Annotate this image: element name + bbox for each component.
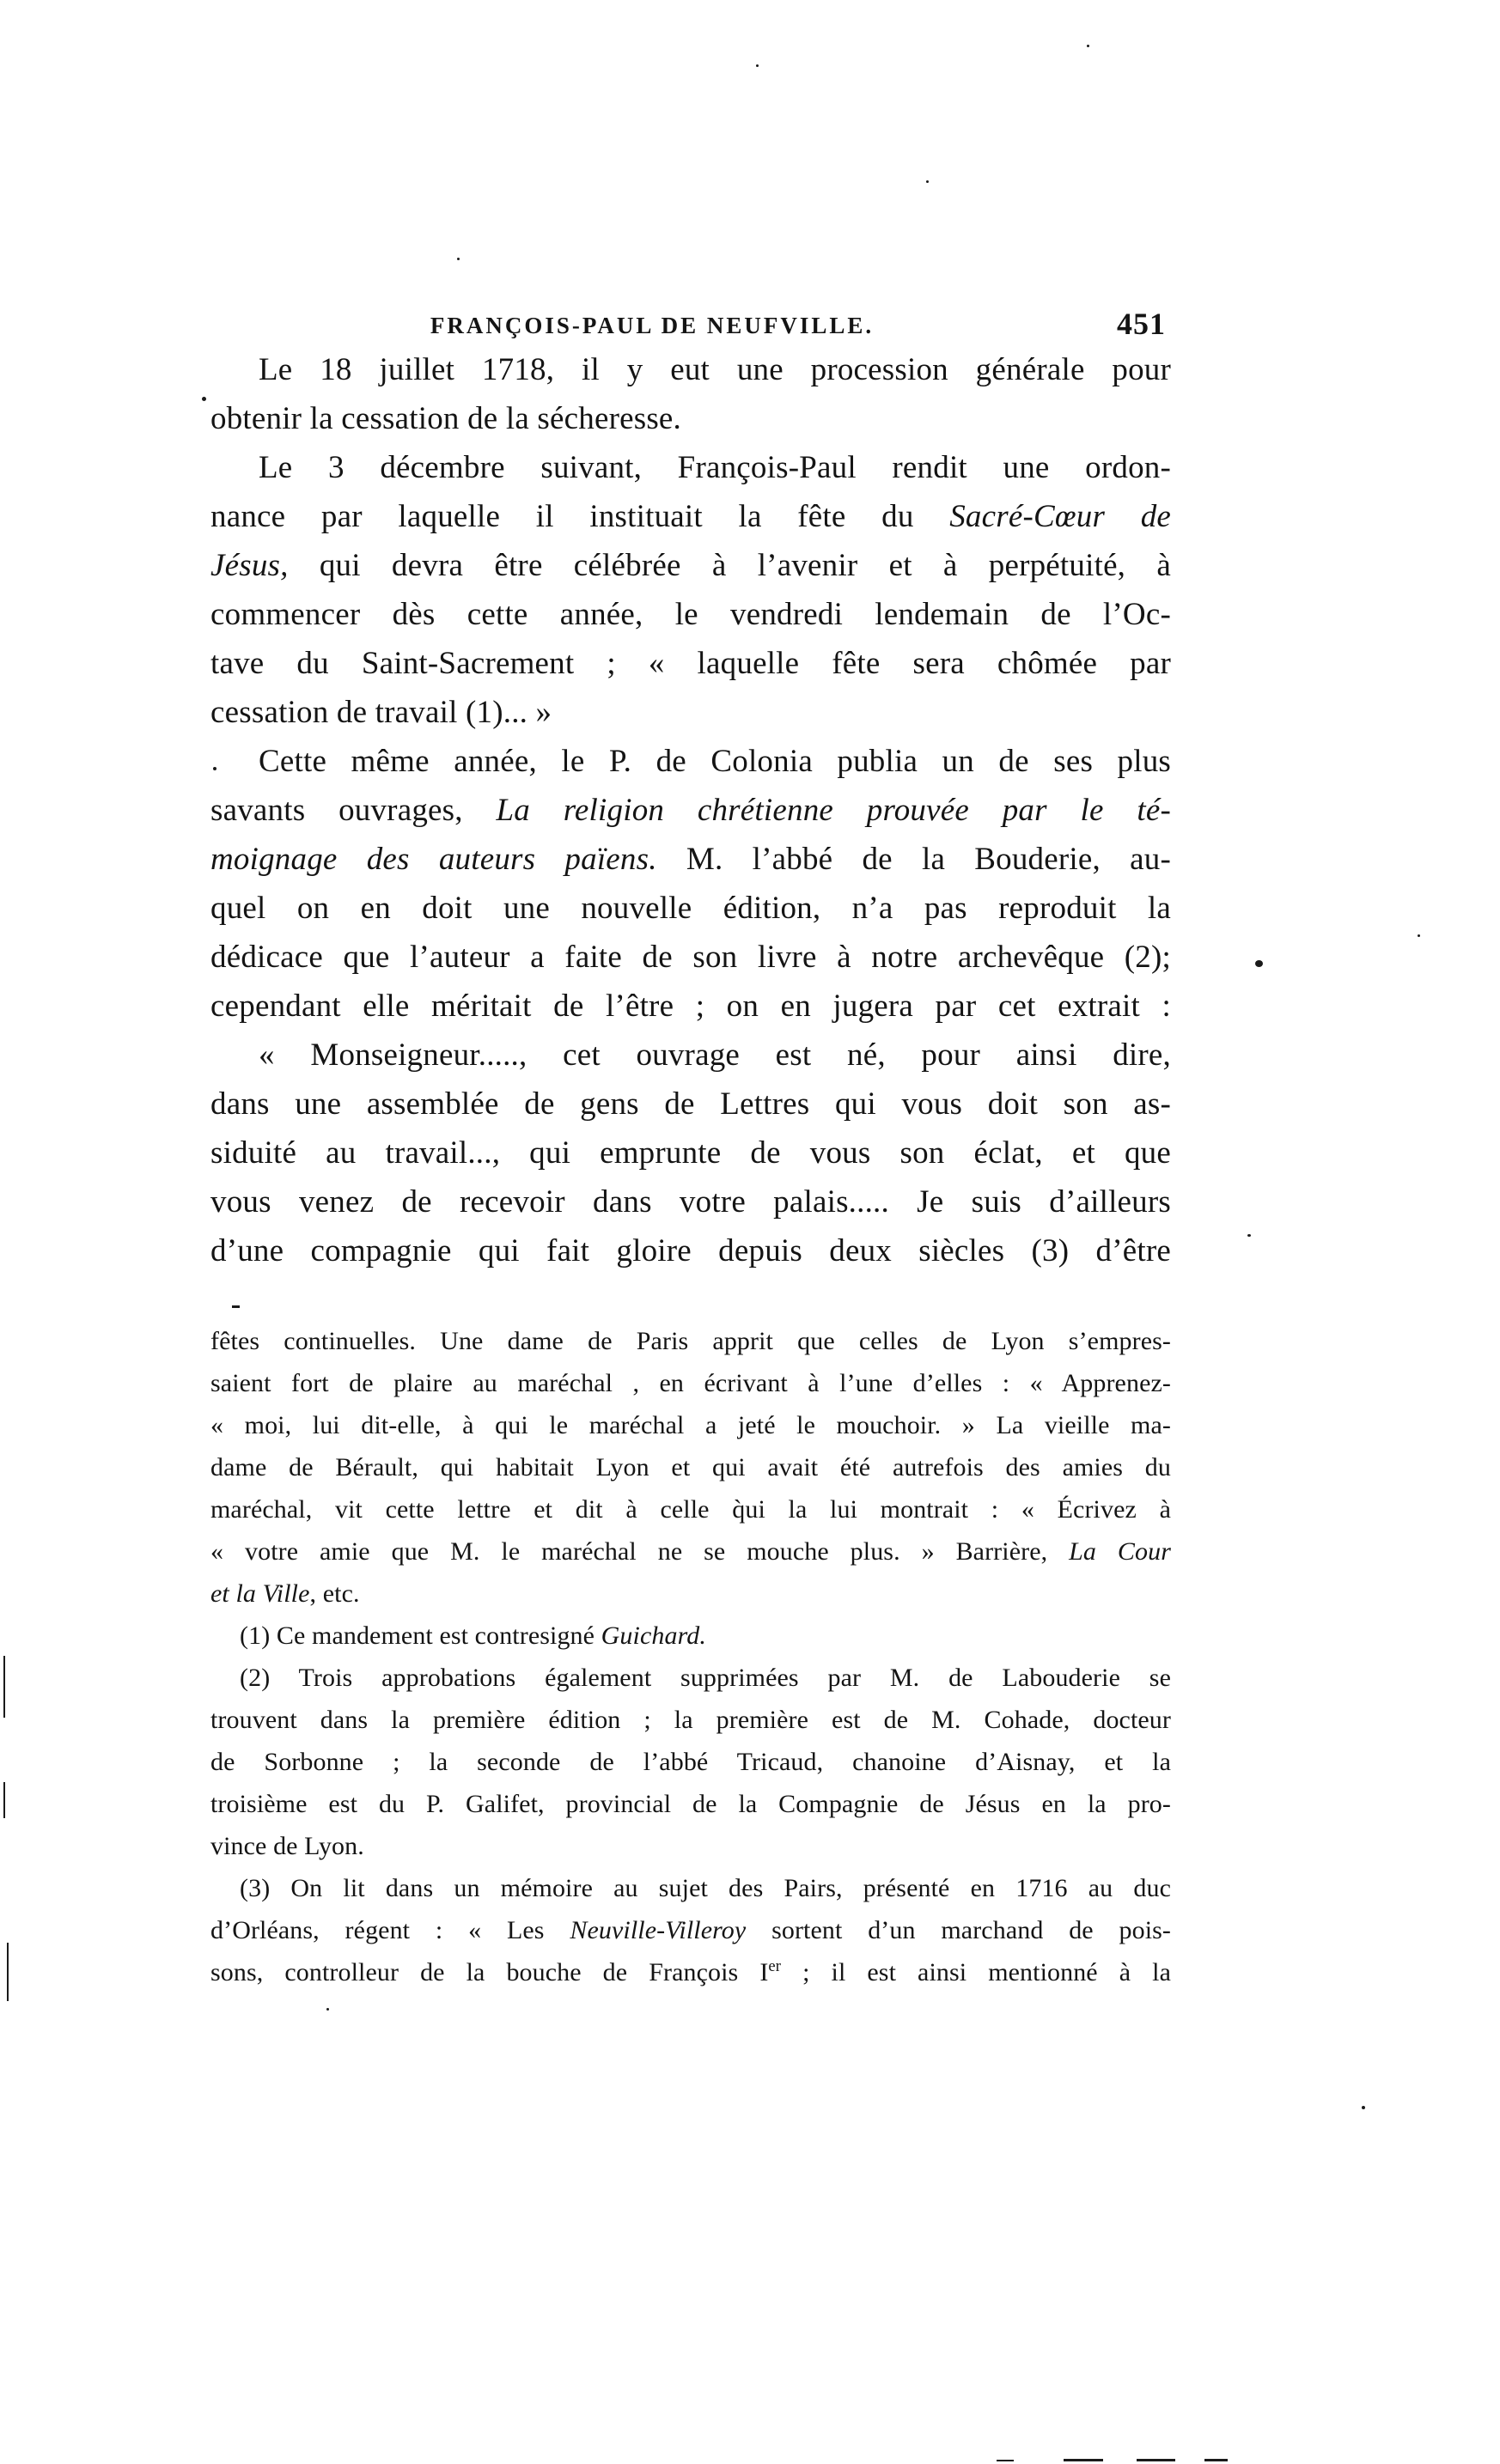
text-line [210, 1488, 1171, 1530]
text-segment: ; il est ainsi mentionné à la [781, 1958, 1171, 1986]
text-segment: (2) Trois approbations également supprimées par M. de Labouderie se [240, 1664, 1171, 1692]
text-line [210, 835, 1171, 884]
running-head [210, 307, 1171, 345]
text-segment: cependant elle méritait de l’être ; on en jugera par cet extrait : [210, 989, 1171, 1024]
italic-text: Sacré-Cœur de [949, 499, 1172, 534]
text-segment: commencer dès cette année, le vendredi lendemain de l’Oc- [210, 597, 1171, 632]
text-segment: trouvent dans la première édition ; la première est de M. Cohade, docteur [210, 1706, 1171, 1734]
text-segment: (3) On lit dans un mémoire au sujet des Pairs, présenté en 1716 au duc [240, 1874, 1171, 1902]
bottom-dash-artifact [997, 2460, 1014, 2461]
text-line [210, 394, 1171, 443]
text-line [210, 786, 1171, 835]
text-line [210, 737, 1171, 786]
text-segment: quel on en doit une nouvelle édition, n’a pas reproduit la [210, 891, 1171, 926]
text-line [210, 1573, 1171, 1615]
text-segment: saient fort de plaire au maréchal , en écrivant à l’une d’elles : « Apprenez- [210, 1369, 1171, 1397]
text-segment: sons, controlleur de la bouche de François I [210, 1958, 769, 1986]
text-line [210, 1657, 1171, 1699]
text-line [210, 1320, 1171, 1362]
text-line [210, 1080, 1171, 1129]
text-segment: (1) Ce mandement est contresigné [240, 1621, 601, 1650]
scan-speck [1087, 45, 1089, 47]
text-line [210, 345, 1171, 394]
italic-text: La Cour [1069, 1537, 1171, 1566]
text-line [210, 639, 1171, 688]
text-line [210, 492, 1171, 541]
scan-speck [202, 397, 206, 401]
text-line [210, 1226, 1171, 1275]
text-segment: vince de Lyon. [210, 1832, 364, 1860]
main-text [210, 345, 1171, 1275]
scan-dash [232, 1305, 240, 1308]
text-segment: vous venez de recevoir dans votre palais..... Je suis d’ailleurs [210, 1184, 1171, 1220]
bottom-dash-artifact [1204, 2459, 1228, 2461]
italic-text: Guichard. [601, 1621, 706, 1650]
scan-speck [213, 767, 216, 770]
text-segment: « votre amie que M. le maréchal ne se mouche plus. » Barrière, [210, 1537, 1070, 1566]
text-line [210, 884, 1171, 933]
italic-text: La religion chrétienne prouvée par le té- [496, 793, 1171, 828]
scan-speck [1362, 2106, 1365, 2109]
text-segment: dans une assemblée de gens de Lettres qui vous doit son as- [210, 1086, 1171, 1122]
margin-line-artifact [3, 1782, 5, 1818]
scan-speck [926, 180, 929, 183]
bottom-dash-artifact [1064, 2459, 1103, 2461]
italic-text: Neuville-Villeroy [570, 1916, 747, 1944]
italic-text: moignage des auteurs païens. [210, 842, 657, 877]
text-line [210, 1031, 1171, 1080]
text-segment: dédicace que l’auteur a faite de son livre à notre archevêque (2); [210, 940, 1171, 975]
text-line [210, 1530, 1171, 1573]
text-segment: Cette même année, le P. de Colonia publia un de ses plus [259, 744, 1171, 779]
margin-line-artifact [3, 1656, 5, 1718]
text-segment: fêtes continuelles. Une dame de Paris apprit que celles de Lyon s’empres- [210, 1327, 1171, 1355]
text-segment: tave du Saint-Sacrement ; « laquelle fête sera chômée par [210, 646, 1171, 681]
text-segment: de Sorbonne ; la seconde de l’abbé Tricaud, chanoine d’Aisnay, et la [210, 1748, 1171, 1776]
scan-speck [457, 258, 460, 260]
text-segment: sortent d’un marchand de pois- [746, 1916, 1171, 1944]
text-segment: nance par laquelle il instituait la fête du [210, 499, 950, 534]
text-segment: qui devra être célébrée à l’avenir et à perpétuité, à [288, 548, 1171, 583]
text-line [210, 1177, 1171, 1226]
text-line [210, 443, 1171, 492]
italic-text: Jésus, [210, 548, 289, 583]
running-head-title: FRANÇOIS-PAUL DE NEUFVILLE. [430, 313, 875, 338]
text-segment: maréchal, vit cette lettre et dit à celle q̀ui la lui montrait : « Écrivez à [210, 1495, 1171, 1524]
margin-line-artifact [7, 1943, 9, 2001]
text-segment: siduité au travail..., qui emprunte de vous son éclat, et que [210, 1135, 1171, 1171]
text-line [210, 590, 1171, 639]
text-segment: « Monseigneur....., cet ouvrage est né, pour ainsi dire, [259, 1037, 1171, 1073]
scan-speck [326, 2008, 329, 2011]
text-segment: obtenir la cessation de la sécheresse. [210, 401, 681, 436]
text-line [210, 1362, 1171, 1404]
text-line [210, 1741, 1171, 1783]
text-line [210, 1404, 1171, 1446]
text-line [210, 1446, 1171, 1488]
text-segment: , etc. [309, 1579, 360, 1608]
text-segment: savants ouvrages, [210, 793, 497, 828]
text-line [210, 1909, 1171, 1951]
text-segment: troisième est du P. Galifet, provincial de la Compagnie de Jésus en la pro- [210, 1790, 1171, 1818]
text-line [210, 1783, 1171, 1825]
text-segment: cessation de travail (1)... » [210, 695, 552, 730]
text-segment: dame de Bérault, qui habitait Lyon et qui avait été autrefois des amies du [210, 1453, 1171, 1481]
text-line [210, 933, 1171, 982]
text-line [210, 1129, 1171, 1177]
italic-text: et la Ville [210, 1579, 310, 1608]
text-segment: Le 18 juillet 1718, il y eut une procession générale pour [259, 352, 1171, 387]
text-line [210, 1825, 1171, 1867]
superscript-text: er [768, 1957, 782, 1975]
text-segment: « moi, lui dit-elle, à qui le maréchal a jeté le mouchoir. » La vieille ma- [210, 1411, 1171, 1439]
scan-speck [1255, 960, 1263, 967]
scan-speck [1247, 1234, 1251, 1237]
text-line [210, 1615, 1171, 1657]
scan-speck [756, 64, 759, 67]
text-segment: d’Orléans, régent : « Les [210, 1916, 570, 1944]
scan-speck [1418, 934, 1420, 937]
bottom-dash-artifact [1137, 2459, 1175, 2461]
text-line [210, 541, 1171, 590]
text-line [210, 1951, 1171, 1993]
text-segment: Le 3 décembre suivant, François-Paul rendit une ordon- [259, 450, 1171, 485]
text-line [210, 1699, 1171, 1741]
text-line [210, 982, 1171, 1031]
text-line [210, 1867, 1171, 1909]
page-number: 451 [1117, 307, 1166, 341]
text-segment: M. l’abbé de la Bouderie, au- [656, 842, 1171, 877]
footnotes [210, 1320, 1171, 1993]
text-line [210, 688, 1171, 737]
text-segment: d’une compagnie qui fait gloire depuis deux siècles (3) d’être [210, 1233, 1171, 1269]
